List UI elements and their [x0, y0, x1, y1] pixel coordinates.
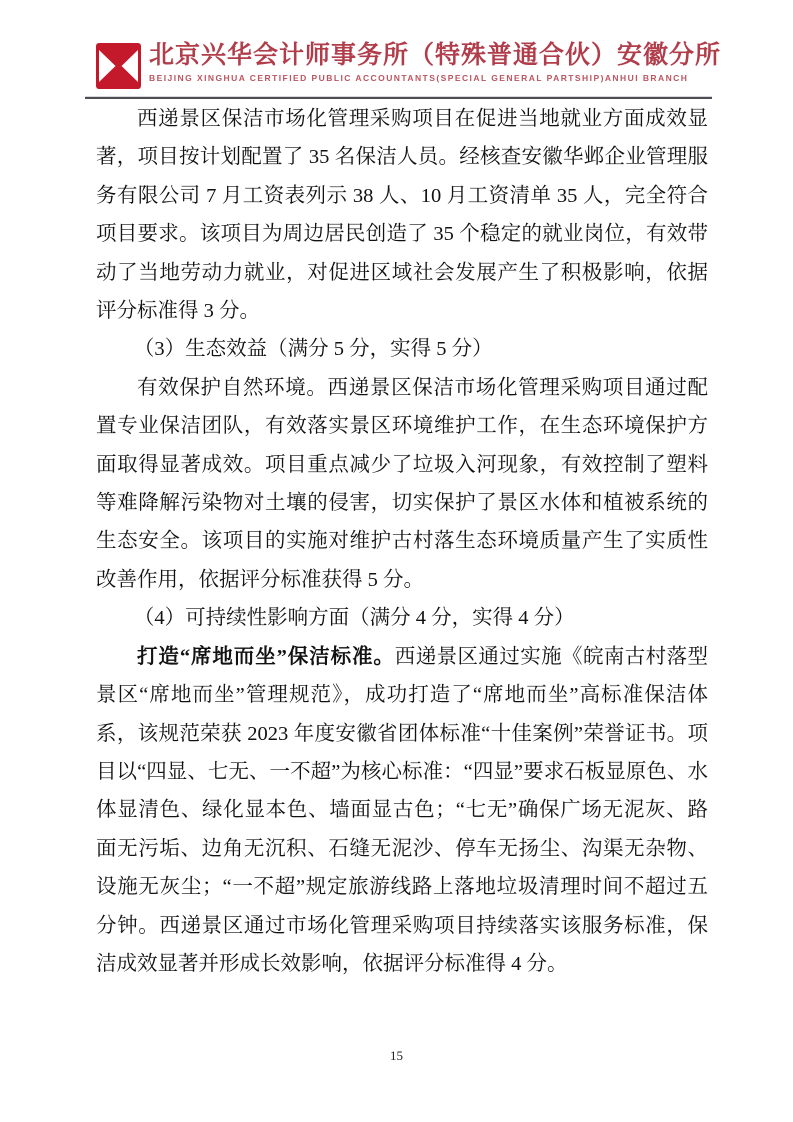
letterhead-text	[149, 40, 721, 83]
xinghua-logo-icon	[96, 43, 141, 89]
paragraph-employment: 西递景区保洁市场化管理采购项目在促进当地就业方面成效显著，项目按计划配置了 35 名保洁人员。经核查安徽华邺企业管理服务有限公司 7 月工资表列示 38 人、10 月工资清单 35 人，完全符合项目要求。该项目为周边居民创造了 35 个稳定的就业岗位，有效带动了当地劳动力就业，对促进区域社会发展产生了积极影响，依据评分标准得 3 分。	[96, 108, 708, 323]
paragraph-eco-benefit: 有效保护自然环境。西递景区保洁市场化管理采购项目通过配置专业保洁团队，有效落实景区环境维护工作，在生态环境保护方面取得显著成效。项目重点减少了垃圾入河现象，有效控制了塑料等难降解污染物对土壤的侵害，切实保护了景区水体和植被系统的生态安全。该项目的实施对维护古村落生态环境质量产生了实质性改善作用，依据评分标准获得 5 分。	[96, 376, 708, 591]
firm-name-en: BEIJING XINGHUA CERTIFIED PUBLIC ACCOUNTANTS(SPECIAL GENERAL PARTSHIP)ANHUI BRANCH	[149, 73, 689, 83]
heading-eco-benefit: （3）生态效益（满分 5 分，实得 5 分）	[133, 338, 493, 361]
paragraph-rest: 西递景区通过实施《皖南古村落型景区“席地而坐”管理规范》，成功打造了“席地而坐”高标准保洁体系，该规范荣获 2023 年度安徽省团体标准“十佳案例”荣誉证书。项目以“四显、七无、一不超”为核心标准：“四显”要求石板显原色、水体显清色、绿化显本色、墙面显古色；“七无”确保广场无泥灰、路面无污垢、边角无沉积、石缝无泥沙、停车无扬尘、沟渠无杂物、设施无灰尘；“一不超”规定旅游线路上落地垃圾清理时间不超过五分钟。西递景区通过市场化管理采购项目持续落实该服务标准，保洁成效显著并形成长效影响，依据评分标准得 4 分。	[96, 645, 708, 975]
heading-sustainability: （4）可持续性影响方面（满分 4 分，实得 4 分）	[133, 607, 575, 630]
paragraph-sustainability	[96, 638, 708, 984]
firm-name-cn: 北京兴华会计师事务所（特殊普通合伙）安徽分所	[149, 41, 722, 69]
header-divider	[85, 96, 712, 99]
page-number: 15	[390, 1048, 403, 1063]
letterhead	[96, 40, 722, 89]
paragraph-lead-bold: 打造“席地而坐”保洁标准。	[137, 645, 395, 668]
document-body	[96, 100, 708, 983]
